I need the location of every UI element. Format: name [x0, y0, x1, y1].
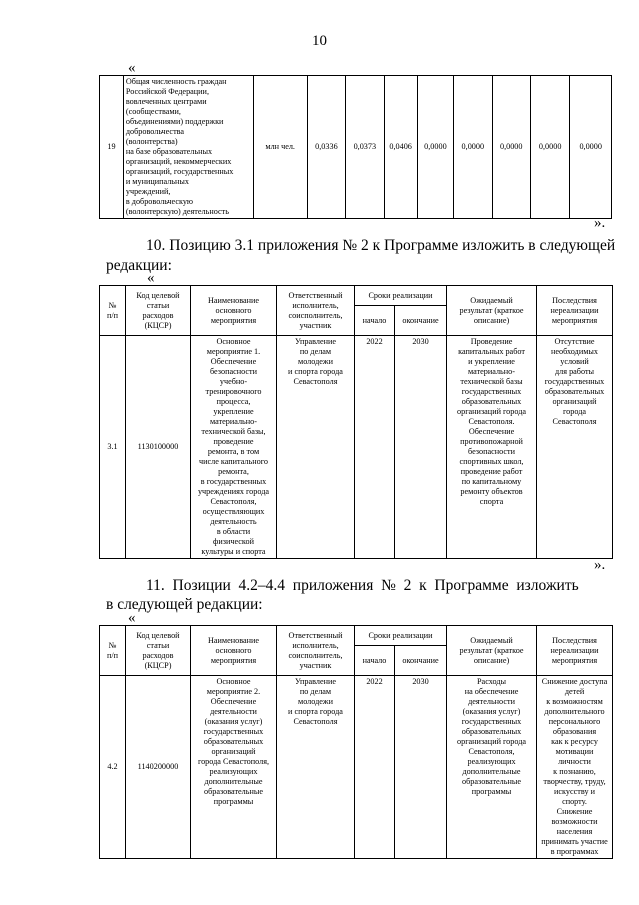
row-responsible: Управление по делам молодежи и спорта города Севастополя: [277, 676, 355, 859]
row-code: 1140200000: [126, 676, 191, 859]
value-cell: 0,0000: [570, 76, 612, 219]
header-terms: Сроки реализации: [355, 626, 447, 646]
row-start: 2022: [355, 676, 395, 859]
header-code: Код целевой статьи расходов (КЦСР): [126, 286, 191, 336]
header-terms: Сроки реализации: [355, 286, 447, 306]
page-number: 10: [312, 33, 327, 49]
table-row: [100, 676, 613, 859]
table-row: [100, 76, 612, 219]
header-name: Наименование основного мероприятия: [191, 626, 277, 676]
row-result: Расходы на обеспечение деятельности (оказания услуг) государственных образовательных организаций города Севастополя, реализующих дополнительные образовательные программы: [447, 676, 537, 859]
row-name: Основное мероприятие 1. Обеспечение безопасности учебно- тренировочного процесса, укрепление материально- технической базы, проведение ремонта, в том числе капитального ремонта, в государственных учреждениях города Севастополя, осуществляющих деятельность в области физической культуры и спорта: [191, 336, 277, 559]
open-quote: «: [147, 270, 155, 286]
header-responsible: Ответственный исполнитель, соисполнитель, участник: [277, 286, 355, 336]
row-responsible: Управление по делам молодежи и спорта города Севастополя: [277, 336, 355, 559]
close-quote: ».: [594, 557, 606, 573]
open-quote: «: [128, 610, 136, 626]
paragraph-10-line2: редакции:: [106, 257, 172, 274]
header-num: № п/п: [100, 626, 126, 676]
table-position-4-2: [99, 625, 613, 859]
row-number: 3.1: [100, 336, 126, 559]
row-end: 2030: [395, 676, 447, 859]
header-name: Наименование основного мероприятия: [191, 286, 277, 336]
header-start: начало: [355, 306, 395, 336]
header-responsible: Ответственный исполнитель, соисполнитель, участник: [277, 626, 355, 676]
value-cell: 0,0000: [454, 76, 492, 219]
row-start: 2022: [355, 336, 395, 559]
table-row: [100, 336, 613, 559]
header-result: Ожидаемый результат (краткое описание): [447, 286, 537, 336]
table-row-19: [99, 75, 612, 219]
value-cell: 0,0406: [384, 76, 417, 219]
close-quote: ».: [594, 215, 606, 231]
header-code: Код целевой статьи расходов (КЦСР): [126, 626, 191, 676]
row-result: Проведение капитальных работ и укрепление материально- технической базы государственных образовательных организаций города Севастополя. Обеспечение противопожарной безопасности спортивных школ, проведение работ по капитальному ремонту объектов спорта: [447, 336, 537, 559]
value-cell: 0,0000: [530, 76, 569, 219]
row-consequences: Отсутствие необходимых условий для работы государственных образовательных организаций города Севастополя: [537, 336, 613, 559]
open-quote: «: [128, 60, 136, 76]
table-header-row: [100, 286, 613, 306]
table-header-row: [100, 626, 613, 646]
header-end: окончание: [395, 306, 447, 336]
header-consequences: Последствия нереализации мероприятия: [537, 286, 613, 336]
header-result: Ожидаемый результат (краткое описание): [447, 626, 537, 676]
row-name: Основное мероприятие 2. Обеспечение деятельности (оказания услуг) государственных образовательных организаций города Севастополя, реализующих дополнительные образовательные программы: [191, 676, 277, 859]
value-cell: 0,0000: [417, 76, 453, 219]
paragraph-11-line2: в следующей редакции:: [106, 596, 263, 613]
row-consequences: Снижение доступа детей к возможностям дополнительного персонального образования как к ресурсу мотивации личности к познанию, творчеству, труду, искусству и спорту. Снижение возможности населения принимать участие в программах: [537, 676, 613, 859]
value-cell: 0,0373: [346, 76, 384, 219]
header-consequences: Последствия нереализации мероприятия: [537, 626, 613, 676]
unit-cell: млн чел.: [253, 76, 307, 219]
row-code: 1130100000: [126, 336, 191, 559]
header-start: начало: [355, 646, 395, 676]
table-position-3-1: [99, 285, 613, 559]
value-cell: 0,0000: [492, 76, 530, 219]
header-num: № п/п: [100, 286, 126, 336]
value-cell: 0,0336: [307, 76, 345, 219]
indicator-description: Общая численность граждан Российской Федерации, вовлеченных центрами (сообществами, объединениями) поддержки добровольчества (волонтерства) на базе образовательных организаций, некоммерческих организаций, государственных и муниципальных учреждений, в добровольческую (волонтерскую) деятельность: [123, 76, 253, 219]
row-end: 2030: [395, 336, 447, 559]
header-end: окончание: [395, 646, 447, 676]
row-number: 19: [100, 76, 124, 219]
paragraph-11-line1: 11. Позиции 4.2–4.4 приложения № 2 к Программе изложить: [146, 577, 579, 594]
paragraph-10-line1: 10. Позицию 3.1 приложения № 2 к Программе изложить в следующей: [146, 237, 616, 254]
row-number: 4.2: [100, 676, 126, 859]
